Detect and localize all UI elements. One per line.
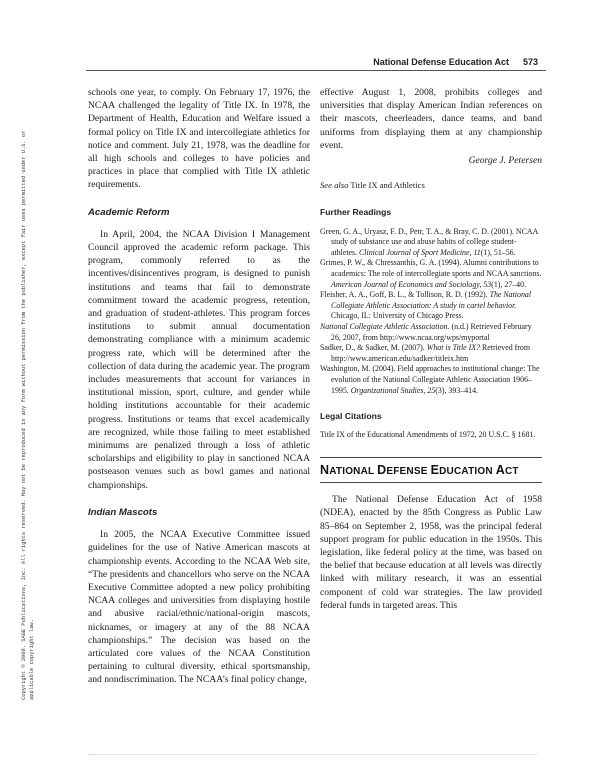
right-column [320,86,542,612]
further-readings-heading: Further Readings [320,207,392,218]
reference-item: Fleisher, A. A., Goff, B. L., & Tollison, R. D. (1992). The National Collegiate Athletic Association: A study in cartel behavior. Chicago, IL: University of Chicago Press. [320,290,532,321]
indian-mascots-paragraph: In 2005, the NCAA Executive Committee issued guidelines for the use of Native American mascots at championship events. According to the NCAA Web site, “The presidents and chancellors who serve on the NCAA Executive Committee adopted a new policy prohibiting NCAA colleges and universities from displaying hostile and abusive racial/ethnic/national-origin mascots, nicknames, or imagery at any of the 88 NCAA championships.” The decision was based on the articulated core values of the NCAA Constitution pertaining to cultural diversity, ethical sportsmanship, and nondiscrimination. The NCAA’s final policy change, [88,529,310,686]
opening-paragraph: schools one year, to comply. On February 17, 1976, the NCAA challenged the legality of Title IX. In 1978, the Department of Health, Education and Welfare issued a formal policy on Title IX and intercollegiate athletics for notice and comment. July 21, 1978, was the deadline for all high schools and colleges to have policies and practices in place that complied with Title IX athletic requirements. [88,87,310,191]
see-also-label: See also [320,180,349,191]
reference-item: Sadker, D., & Sadker, M. (2007). What is Title IX? Retrieved from http://www.american.edu/sadker/titleix.htm [320,343,530,363]
entry-title: NATIONAL DEFENSE EDUCATION ACT [320,457,542,483]
further-readings-list [320,227,542,397]
reference-item: Green, G. A., Uryasz, F. D., Petr, T. A., & Bray, C. D. (2001). NCAA study of substance use and abuse habits of college student-athletes. Clinical Journal of Sport Medicine, 11(1), 51–56. [320,226,538,257]
reference-item: Grimes, P. W., & Chressanthis, G. A. (1994). Alumni contributions to academics: The role of intercollegiate sports and NCAA sanctions. American Journal of Economics and Sociology, 53(1), 27–40. [320,258,542,289]
academic-reform-paragraph: In April, 2004, the NCAA Division I Management Council approved the academic reform package. This program, commonly referred to as the incentives/disincentives program, is designed to punish institutions and teams that fail to demonstrate commitment toward the academic progress, retention, and graduation of student-athletes. This program forces institutions to submit annual documentation demonstrating compliance with a minimum academic progress rate, which will be determined after the collection of data during the academic year. The program includes measurements that account for variances in institutional mission, sport, culture, and gender while holding institutions accountable for their academic progress. Institutions or teams that excel academically are recognized, while those failing to meet established minimums are penalized through a loss of athletic scholarships and eligibility to play in sanctioned NCAA postseason venues such as bowl games and national championships. [88,228,310,491]
page-number: 573 [522,57,538,67]
running-head [373,57,538,67]
see-also [320,179,542,192]
footer-rule [88,754,538,757]
copyright-notice [20,131,36,700]
entry-paragraph: The National Defense Education Act of 1958 (NDEA), enacted by the 85th Congress as Public Law 85–864 on September 2, 1958, was the principal federal support program for public education in the 1950s. This legislation, like federal policy at the time, was based on the belief that because education at all levels was directly linked with military research, it was an essential component of cold war strategies. The law provided federal funds in targeted areas. This [320,494,542,611]
indian-mascots-heading: Indian Mascots [88,506,158,518]
reference-item: National Collegiate Athletic Association. (n.d.) Retrieved February 26, 2007, from http://www.ncaa.org/wps/myportal [320,321,532,342]
continuation-paragraph: effective August 1, 2008, prohibits colleges and universities that display American Indian references on their mascots, cheerleaders, dance teams, and band uniforms from displaying them at any championship event. [320,87,542,151]
copyright-line-2: applicable copyright law. [29,619,35,700]
running-head-title: National Defense Education Act [373,57,509,67]
header-rule [86,70,546,71]
see-also-link[interactable]: Title IX and Athletics [350,180,425,191]
author-signature: George J. Petersen [468,155,542,167]
reference-item: Washington, M. (2004). Field approaches to institutional change: The evolution of the National Collegiate Athletic Association 1906–1995. Organizational Studies, 25(3), 393–414. [320,364,540,395]
copyright-line-1: Copyright © 2008. SAGE Publications, Inc. All rights reserved. May not be reproduced in any form without permission from the publisher, except fair uses permitted under U.S. or [21,130,27,700]
academic-reform-heading: Academic Reform [88,206,170,218]
legal-citations-heading: Legal Citations [320,411,382,422]
legal-citation: Title IX of the Educational Amendments of 1972, 20 U.S.C. § 1681. [320,430,536,440]
left-column [88,86,310,687]
